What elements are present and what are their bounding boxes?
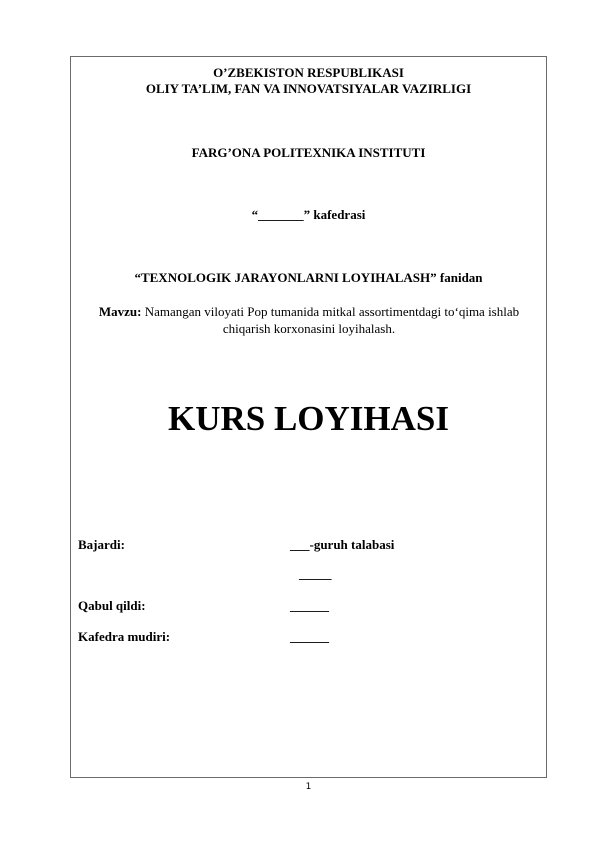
subject-heading: “TEXNOLOGIK JARAYONLARNI LOYIHALASH” fanidan <box>134 270 483 285</box>
student-name-blank: _____ <box>299 566 332 581</box>
topic-paragraph <box>78 303 540 337</box>
page-number: 1 <box>305 782 312 792</box>
performed-label: Bajardi: <box>78 537 125 552</box>
institute-heading: FARG’ONA POLITEXNIKA INSTITUTI <box>191 145 426 160</box>
topic-label: Mavzu: <box>98 304 142 319</box>
topic-text: Namangan viloyati Pop tumanida mitkal assortimentdagi to‘qima ishlab chiqarish korxonasini loyihalash. <box>141 304 520 336</box>
group-value: ___-guruh talabasi <box>290 537 395 552</box>
document-title: KURS LOYIHASI <box>167 399 450 438</box>
head-label: Kafedra mudiri: <box>78 629 171 644</box>
department-heading: “_______” kafedrasi <box>251 207 366 222</box>
accepted-label: Qabul qildi: <box>78 598 146 613</box>
ministry-heading: OLIY TA’LIM, FAN VA INNOVATSIYALAR VAZIRLIGI <box>145 81 472 96</box>
head-blank: ______ <box>290 629 329 644</box>
accepted-blank: ______ <box>290 598 329 613</box>
republic-heading: O’ZBEKISTON RESPUBLIKASI <box>213 65 404 80</box>
